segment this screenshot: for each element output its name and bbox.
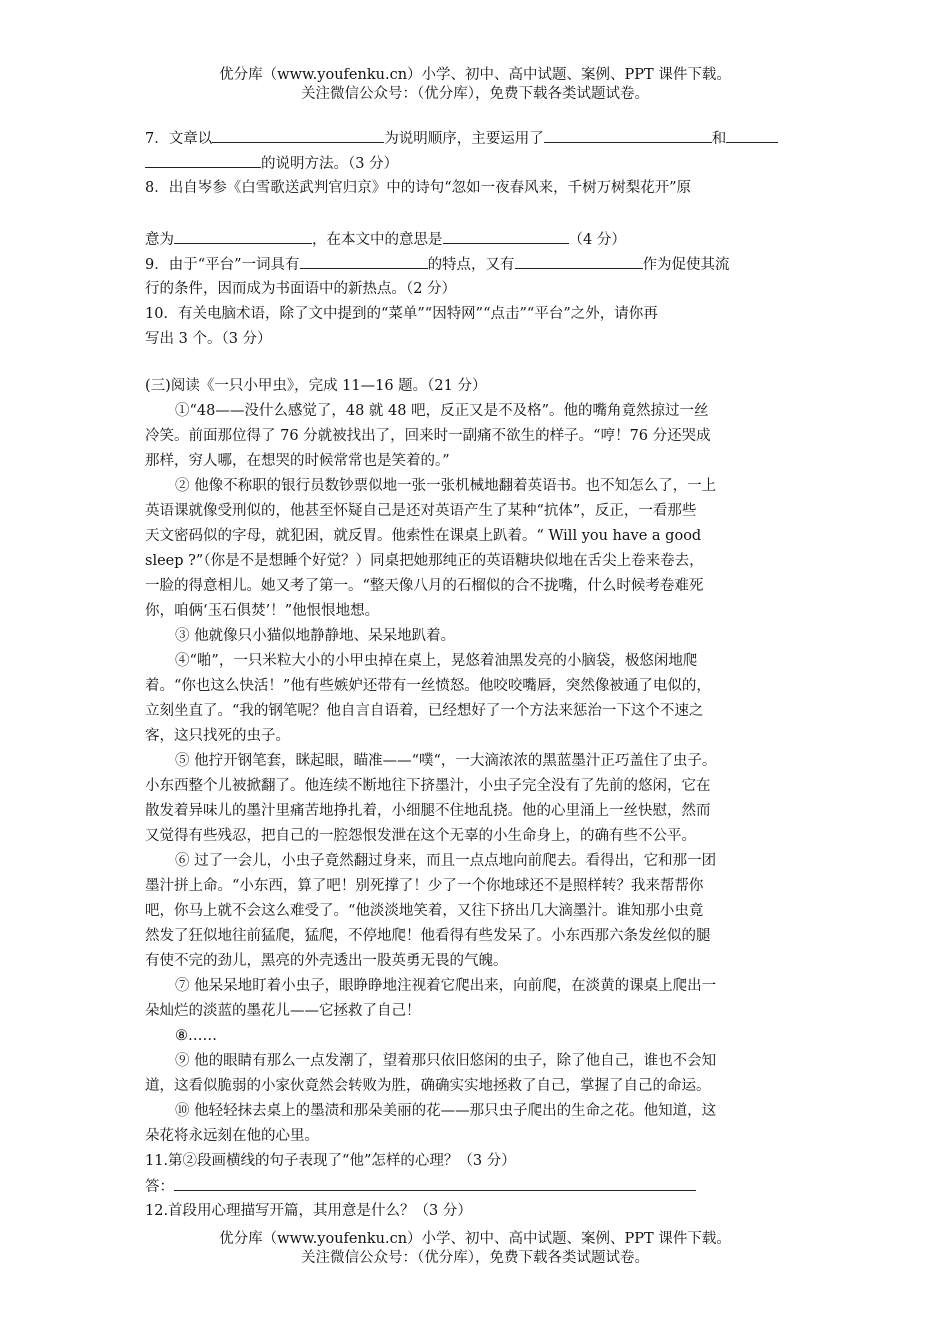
q7-blank-1[interactable]	[212, 126, 384, 143]
question-10-line-2: 写出 3 个。（3 分）	[145, 331, 272, 347]
q8-text-1: 意为	[145, 232, 174, 248]
passage-line: 有使不完的劲儿，黑亮的外壳透出一股英勇无畏的气魄。	[145, 953, 508, 969]
q7-text-4: 的说明方法。（3 分）	[261, 156, 399, 172]
passage-line: 冷笑。前面那位得了 76 分就被找出了，回来时一副痛不欲生的样子。“哼！76 分还哭成	[145, 428, 711, 444]
passage-line: 天文密码似的字母，就犯困，就反胃。他索性在课桌上趴着。“ Will you have a good	[145, 528, 702, 544]
q9-blank-2[interactable]	[515, 252, 643, 269]
q7-text-3: 和	[711, 131, 727, 147]
q8-blank-2[interactable]	[443, 227, 569, 244]
passage-line: 一脸的得意相儿。她又考了第一。“整天像八月的石榴似的合不拢嘴，什么时候考卷难死	[145, 578, 704, 594]
section-3-title: (三)阅读《一只小甲虫》，完成 11—16 题。（21 分）	[145, 378, 487, 394]
passage-line: 那样，穷人哪，在想哭的时候常常也是笑着的。”	[145, 453, 450, 469]
passage-line: ⑦ 他呆呆地盯着小虫子，眼睁睁地注视着它爬出来，向前爬，在淡黄的课桌上爬出一	[175, 978, 717, 994]
passage-line: 又觉得有些残忍，把自己的一腔怨恨发泄在这个无辜的小生命身上，的确有些不公平。	[145, 828, 696, 844]
q9-text-1: 9．由于“平台”一词具有	[145, 257, 300, 273]
q7-blank-2[interactable]	[544, 126, 712, 143]
passage-line: ⑤ 他拧开钢笔套，眯起眼，瞄准——“噗“，一大滴浓浓的黑蓝墨汁正巧盖住了虫子。	[175, 753, 717, 769]
passage-line: 小东西整个儿被掀翻了。他连续不断地往下挤墨汁，小虫子完全没有了先前的悠闲，它在	[145, 778, 711, 794]
q9-blank-1[interactable]	[300, 252, 428, 269]
q9-text-2: 的特点，又有	[427, 257, 515, 273]
footer-line-2: 关注微信公众号：（优分库），免费下载各类试题试卷。	[301, 1250, 649, 1266]
passage-line: ④“啪”，一只米粒大小的小甲虫掉在桌上，晃悠着油黑发亮的小脑袋，极悠闲地爬	[175, 653, 698, 669]
passage-line: ⑧……	[175, 1028, 217, 1044]
passage-line: 着。“你也这么快活！”他有些嫉妒还带有一丝愤怒。他咬咬嘴唇，突然像被通了电似的，	[145, 678, 711, 694]
q8-blank-1[interactable]	[174, 227, 312, 244]
passage-line: 墨汁拼上命。“小东西，算了吧！别死撑了！少了一个你地球还不是照样转？我来帮帮你	[145, 878, 704, 894]
question-8-line-1: 8．出自岑参《白雪歌送武判官归京》中的诗句“忽如一夜春风来，千树万树梨花开”原	[145, 180, 692, 196]
question-7-line-1	[145, 126, 810, 151]
question-11-answer	[145, 1174, 810, 1199]
footer-line-1: 优分库（www.youfenku.cn）小学、初中、高中试题、案例、PPT 课件下载。	[219, 1231, 731, 1247]
passage-line: ⑨ 他的眼睛有那么一点发潮了，望着那只依旧悠闲的虫子，除了他自己，谁也不会知	[175, 1053, 717, 1069]
passage-line: sleep ?”（你是不是想睡个好觉？）同桌把她那纯正的英语糖块似地在舌尖上卷来卷去，	[145, 553, 704, 569]
q7-blank-3a[interactable]	[726, 126, 778, 143]
passage-line: 然发了狂似地往前猛爬，猛爬，不停地爬！他看得有些发呆了。小东西那六条发丝似的腿	[145, 928, 711, 944]
q7-text-1: 7．文章以	[145, 131, 213, 147]
passage-line: ② 他像不称职的银行员数钞票似地一张一张机械地翻着英语书。也不知怎么了，一上	[175, 478, 717, 494]
header-line-1: 优分库（www.youfenku.cn）小学、初中、高中试题、案例、PPT 课件下载。	[219, 67, 731, 83]
q8-text-2: ，在本文中的意思是	[312, 232, 443, 248]
q7-blank-3b[interactable]	[145, 151, 261, 168]
q7-text-2: 为说明顺序，主要运用了	[384, 131, 544, 147]
answer-label: 答：	[145, 1179, 174, 1195]
passage-line: ①“48——没什么感觉了，48 就 48 吧，反正又是不及格”。他的嘴角竟然掠过一丝	[175, 403, 709, 419]
header-line-2: 关注微信公众号：（优分库），免费下载各类试题试卷。	[301, 86, 649, 102]
passage-line: 英语课就像受刑似的，他甚至怀疑自己是还对英语产生了某种“抗体”，反正，一看那些	[145, 503, 697, 519]
passage-line: 道，这看似脆弱的小家伙竟然会转败为胜，确确实实地拯救了自己，掌握了自己的命运。	[145, 1078, 711, 1094]
q11-answer-blank[interactable]	[174, 1174, 696, 1191]
page-header	[0, 66, 950, 104]
question-10-line-1: 10．有关电脑术语，除了文中提到的“菜单”“因特网”“点击”“平台”之外，请你再	[145, 306, 658, 322]
question-12: 12.首段用心理描写开篇，其用意是什么？（3 分）	[145, 1203, 472, 1219]
answer-space	[145, 201, 810, 227]
passage-line: ③ 他就像只小猫似地静静地、呆呆地趴着。	[175, 628, 456, 644]
passage-line: 立刻坐直了。“我的钢笔呢？他自言自语着，已经想好了一个方法来惩治一下这个不速之	[145, 703, 704, 719]
passage-line: 朵灿烂的淡蓝的墨花儿——它拯救了自己！	[145, 1003, 421, 1019]
question-11: 11.第②段画横线的句子表现了“他”怎样的心理？（3 分）	[145, 1153, 516, 1169]
q8-text-3: （4 分）	[568, 232, 626, 248]
reading-passage	[145, 399, 810, 1149]
question-7-line-2	[145, 151, 810, 176]
question-9-line-1	[145, 252, 810, 277]
passage-line: 吧，你马上就不会这么难受了。“他淡淡地笑着，又往下挤出几大滴墨汁。谁知那小虫竟	[145, 903, 704, 919]
passage-line: 散发着异味儿的墨汁里痛苦地挣扎着，小细腿不住地乱挠。他的心里涌上一丝快慰，然而	[145, 803, 711, 819]
page-footer	[0, 1230, 950, 1268]
q9-text-3: 作为促使其流	[642, 257, 730, 273]
document-body	[145, 126, 810, 1224]
passage-line: 客，这只找死的虫子。	[145, 728, 290, 744]
passage-line: ⑩ 他轻轻抹去桌上的墨渍和那朵美丽的花——那只虫子爬出的生命之花。他知道，这	[175, 1103, 717, 1119]
passage-line: ⑥ 过了一会儿，小虫子竟然翻过身来，而且一点点地向前爬去。看得出，它和那一团	[175, 853, 717, 869]
answer-space	[145, 352, 810, 374]
question-8-line-2	[145, 227, 810, 252]
passage-line: 你，咱俩‘玉石俱焚’！”他恨恨地想。	[145, 603, 380, 619]
question-9-line-2: 行的条件，因而成为书面语中的新热点。（2 分）	[145, 281, 457, 297]
passage-line: 朵花将永远刻在他的心里。	[145, 1128, 319, 1144]
